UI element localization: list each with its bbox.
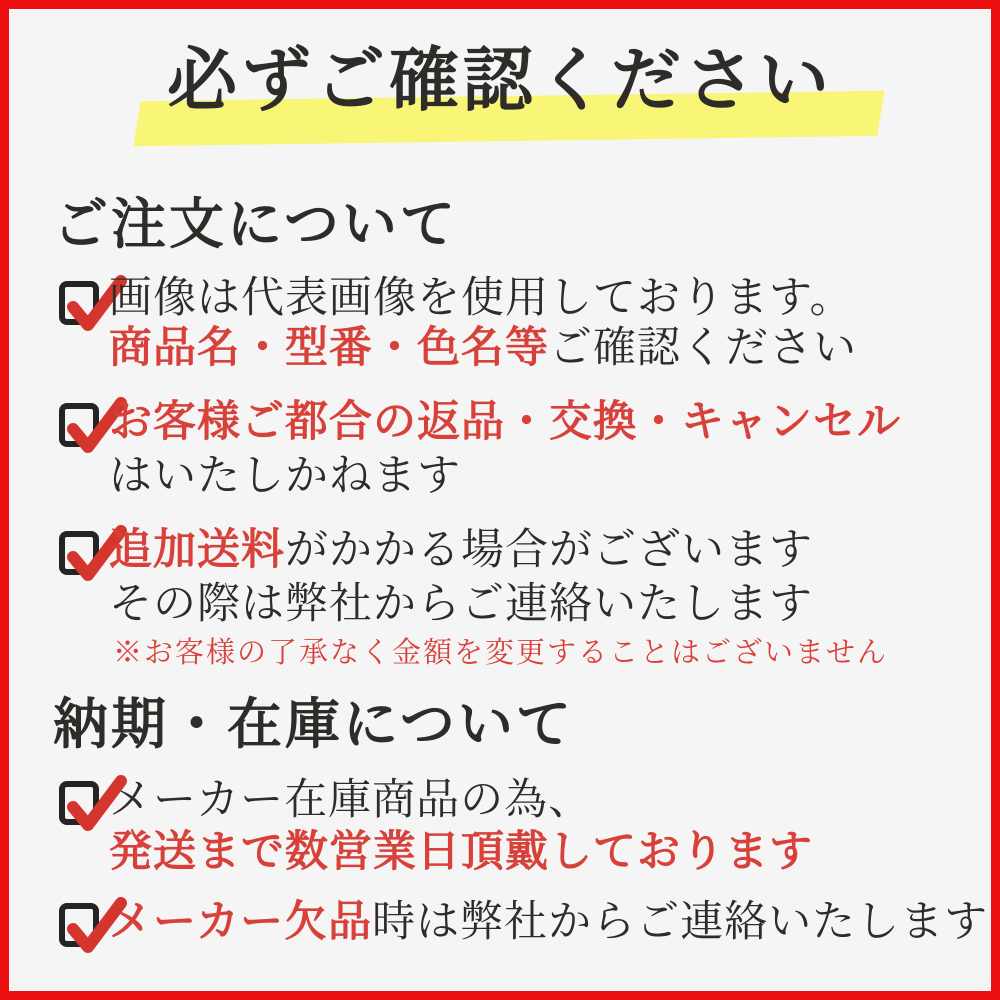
checkbox-icon — [59, 903, 99, 947]
notice-text-emphasis: 商品名・型番・色名等 — [109, 325, 549, 372]
notice-text: がかかる場合がございます — [285, 527, 813, 574]
notice-text-emphasis: お客様ご都合の返品・交換・キャンセル — [109, 399, 901, 446]
notice-line — [109, 901, 988, 944]
section-heading-stock: 納期・在庫について — [53, 694, 574, 755]
notice-text-emphasis: メーカー欠品 — [109, 899, 373, 946]
checkbox-icon — [59, 403, 99, 447]
section-heading-order: ご注文について — [53, 194, 458, 255]
notice-text: ご確認ください — [549, 325, 857, 372]
checkbox-icon — [59, 781, 99, 825]
notice-text-emphasis: 追加送料 — [109, 527, 285, 574]
notice-line — [109, 583, 813, 626]
notice-line — [109, 529, 813, 572]
notice-line — [109, 277, 854, 320]
notice-line — [109, 455, 461, 498]
notice-line — [109, 401, 901, 444]
notice-text: メーカー在庫商品の為、 — [109, 777, 593, 824]
notice-line — [109, 831, 813, 874]
notice-text-emphasis: 発送まで数営業日頂戴しております — [109, 829, 813, 876]
checkbox-icon — [59, 281, 99, 325]
note-text: ※お客様の了承なく金額を変更することはございません — [113, 637, 889, 669]
notice-line — [109, 327, 857, 370]
notice-text: 画像は代表画像を使用しております。 — [109, 275, 854, 322]
page-title: 必ずご確認ください — [167, 43, 833, 120]
notice-line — [109, 779, 592, 822]
notice-text: はいたしかねます — [109, 453, 461, 500]
notice-text: 時は弊社からご連絡いたします — [372, 899, 989, 946]
notice-text: その際は弊社からご連絡いたします — [109, 581, 813, 628]
checkbox-icon — [59, 531, 99, 575]
